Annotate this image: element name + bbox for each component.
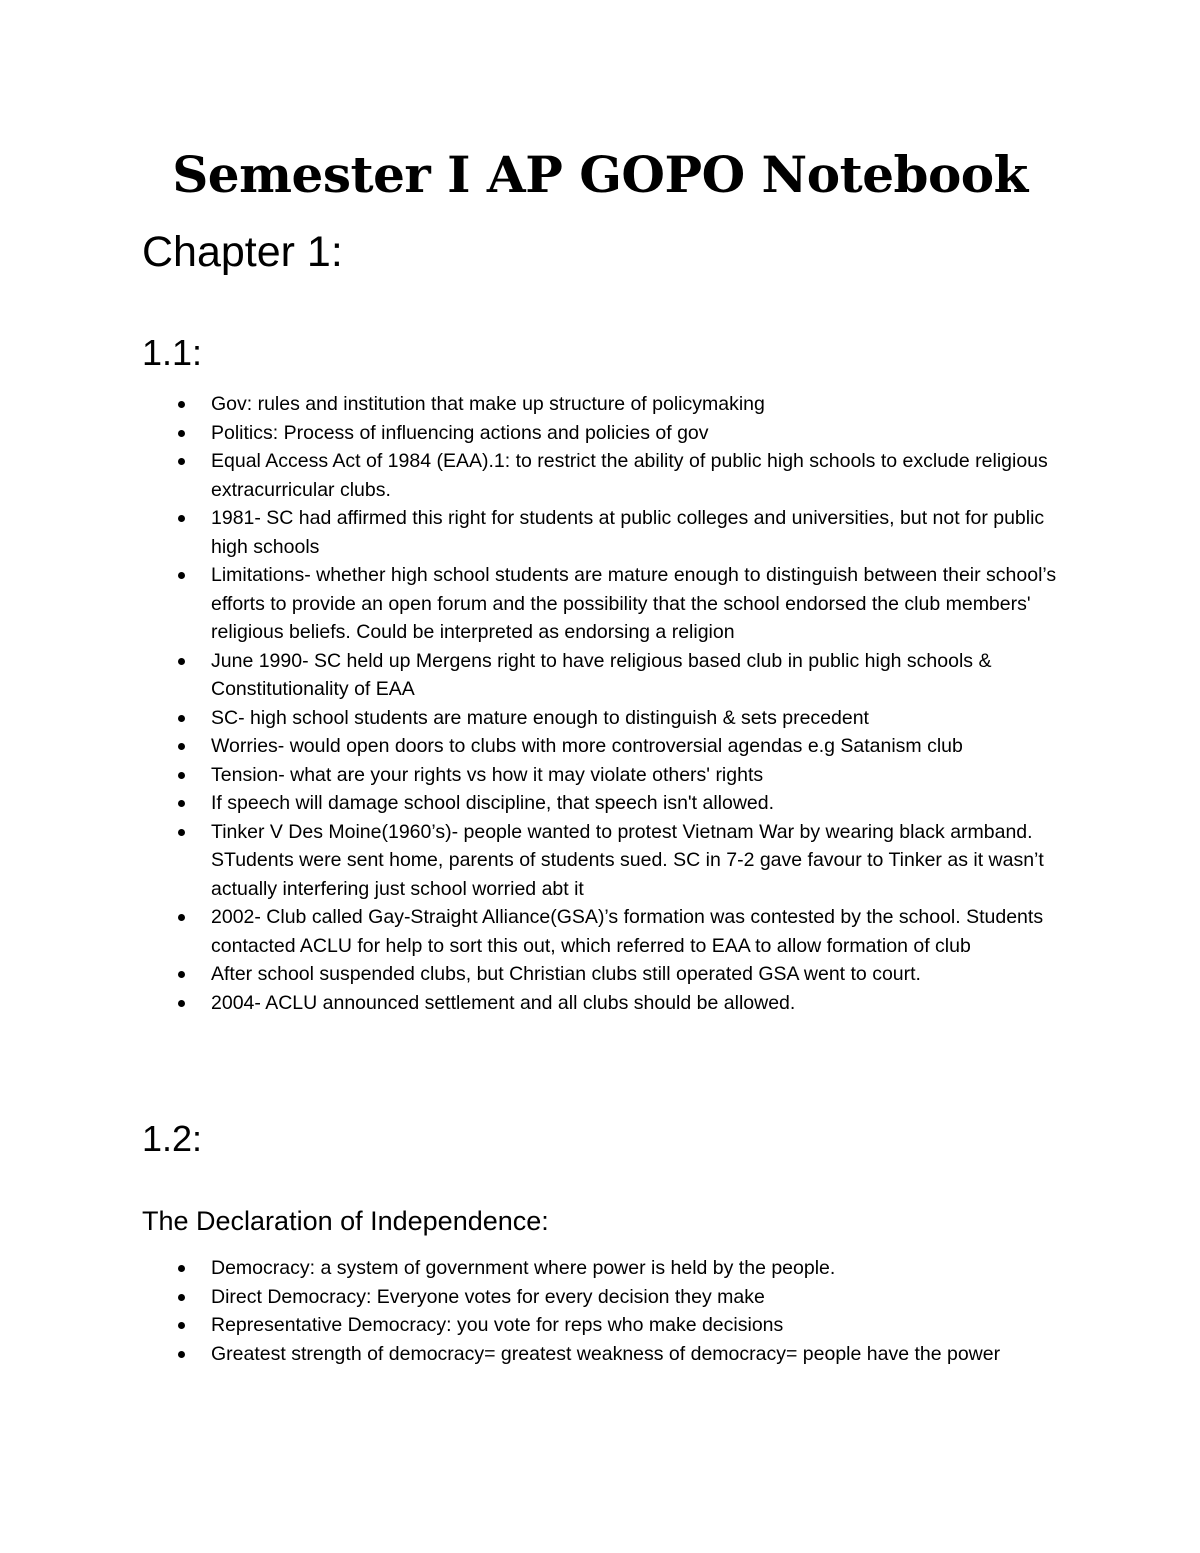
list-item: 2002- Club called Gay-Straight Alliance(GSA)’s formation was contested by the school. Students contacted ACLU for help to sort this out, which referred to EAA to allow formation of club — [142, 903, 1062, 960]
bullet-icon — [178, 658, 185, 665]
bullet-icon — [178, 572, 185, 579]
bullet-icon — [178, 401, 185, 408]
list-item: If speech will damage school discipline, that speech isn't allowed. — [142, 789, 1062, 818]
list-item: Limitations- whether high school students are mature enough to distinguish between their school’s efforts to provide an open forum and the possibility that the school endorsed the club members' religious beliefs. Could be interpreted as endorsing a religion — [142, 561, 1062, 647]
list-item: June 1990- SC held up Mergens right to have religious based club in public high schools & Constitutionality of EAA — [142, 647, 1062, 704]
bullet-icon — [178, 430, 185, 437]
list-item: 1981- SC had affirmed this right for students at public colleges and universities, but not for public high schools — [142, 504, 1062, 561]
list-item: Greatest strength of democracy= greatest weakness of democracy= people have the power — [142, 1340, 1062, 1369]
section-1-1-bullet-list — [142, 390, 1062, 1017]
bullet-icon — [178, 914, 185, 921]
bullet-icon — [178, 515, 185, 522]
bullet-icon — [178, 1265, 185, 1272]
list-item: After school suspended clubs, but Christian clubs still operated GSA went to court. — [142, 960, 1062, 989]
list-item: Representative Democracy: you vote for reps who make decisions — [142, 1311, 1062, 1340]
list-item: 2004- ACLU announced settlement and all clubs should be allowed. — [142, 989, 1062, 1018]
bullet-icon — [178, 971, 185, 978]
list-item: Worries- would open doors to clubs with more controversial agendas e.g Satanism club — [142, 732, 1062, 761]
bullet-icon — [178, 1000, 185, 1007]
document-title: Semester I AP GOPO Notebook — [172, 145, 1028, 204]
bullet-icon — [178, 1351, 185, 1358]
bullet-icon — [178, 800, 185, 807]
list-item: Equal Access Act of 1984 (EAA).1: to restrict the ability of public high schools to exclude religious extracurricular clubs. — [142, 447, 1062, 504]
section-heading-1-1: 1.1: — [142, 332, 203, 373]
section-1-2-subheading: The Declaration of Independence: — [142, 1206, 549, 1236]
bullet-icon — [178, 458, 185, 465]
list-item: Tinker V Des Moine(1960’s)- people wanted to protest Vietnam War by wearing black armband. STudents were sent home, parents of students sued. SC in 7-2 gave favour to Tinker as it wasn’t actually interfering just school worried abt it — [142, 818, 1062, 904]
section-heading-1-2: 1.2: — [142, 1118, 203, 1159]
section-1-2-bullet-list — [142, 1254, 1062, 1368]
bullet-icon — [178, 715, 185, 722]
bullet-icon — [178, 1294, 185, 1301]
bullet-icon — [178, 743, 185, 750]
list-item: Politics: Process of influencing actions and policies of gov — [142, 419, 1062, 448]
list-item: Democracy: a system of government where power is held by the people. — [142, 1254, 1062, 1283]
list-item: Direct Democracy: Everyone votes for every decision they make — [142, 1283, 1062, 1312]
bullet-icon — [178, 1322, 185, 1329]
list-item: Tension- what are your rights vs how it may violate others' rights — [142, 761, 1062, 790]
list-item: Gov: rules and institution that make up structure of policymaking — [142, 390, 1062, 419]
bullet-icon — [178, 772, 185, 779]
bullet-icon — [178, 829, 185, 836]
list-item: SC- high school students are mature enough to distinguish & sets precedent — [142, 704, 1062, 733]
chapter-heading: Chapter 1: — [142, 228, 343, 276]
